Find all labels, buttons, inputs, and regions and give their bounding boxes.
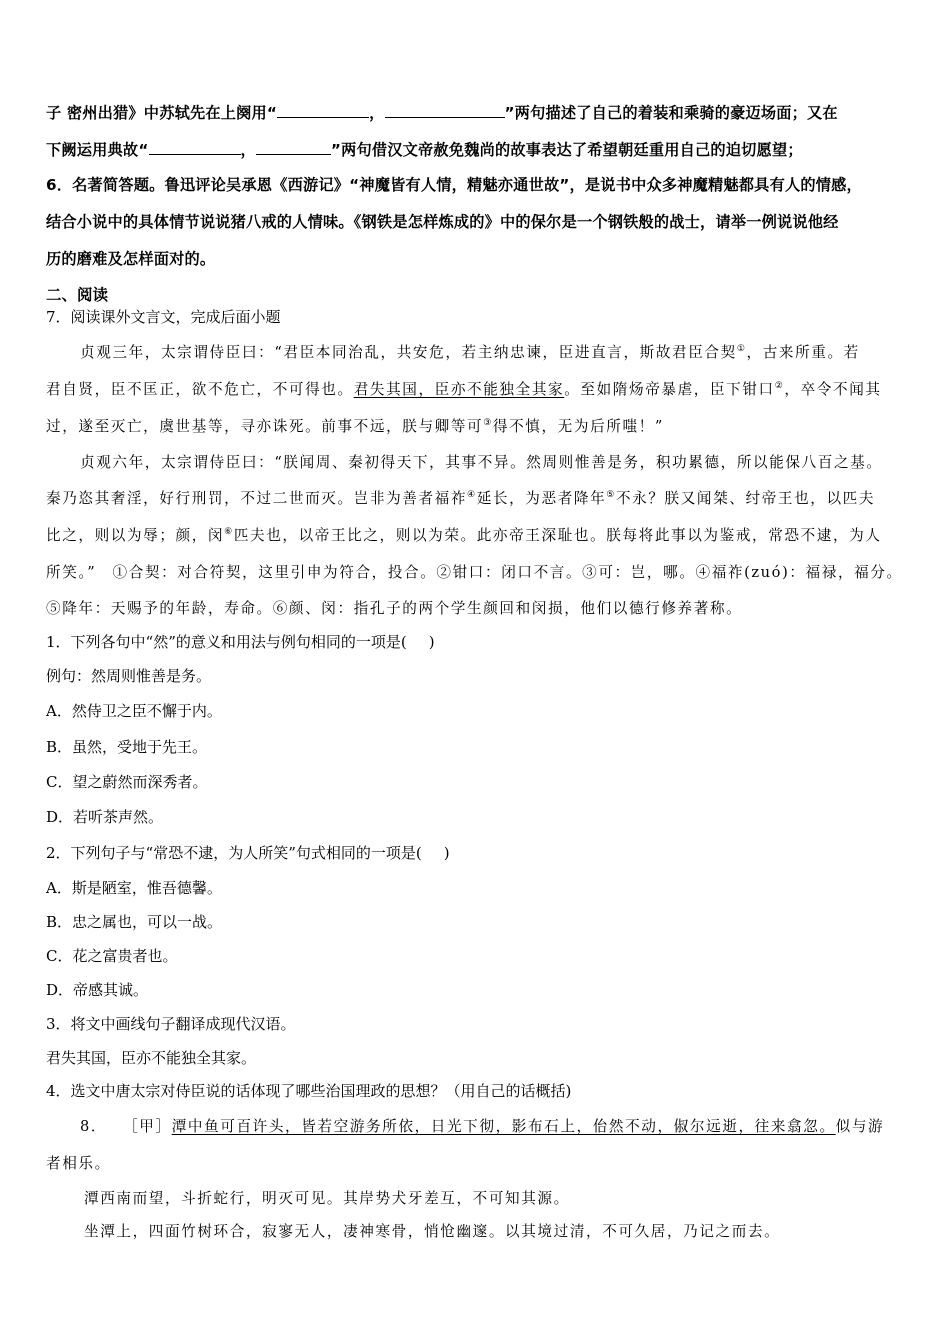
- sub2-option-a[interactable]: A．斯是陋室，惟吾德馨。: [46, 879, 222, 897]
- answer-blank-2[interactable]: [385, 103, 505, 118]
- q8-line-2: 者相乐。: [46, 1155, 111, 1172]
- sub2-option-b[interactable]: B．忠之属也，可以一战。: [46, 913, 223, 931]
- notes-line-2: ⑤降年：天赐予的年龄，寿命。⑥颜、闵：指孔子的两个学生颜回和闵损，他们以德行修养著称。: [46, 600, 743, 617]
- sub2-question: 2．下列句子与“常恐不逮，为人所笑”句式相同的一项是( ): [46, 844, 450, 862]
- footnote-ref-5: ⑤: [606, 490, 616, 500]
- q8-number: 8．: [80, 1118, 108, 1135]
- sub1-option-c[interactable]: C．望之蔚然而深秀者。: [46, 773, 208, 791]
- passage-p2-line-3: 比之，则以为辱；颜，闵⑥匹夫也，以帝王比之，则以为荣。此亦帝王深耻也。朕每将此事以为鉴戒，常恐不逮，为人: [46, 527, 882, 544]
- sub1-question: 1．下列各句中“然”的意义和用法与例句相同的一项是( ): [46, 633, 435, 651]
- answer-blank-1[interactable]: [277, 103, 369, 118]
- answer-blank-4[interactable]: [256, 140, 331, 155]
- q8-tag: ［甲］: [123, 1118, 172, 1135]
- footnote-ref-1: ①: [736, 344, 747, 354]
- q8-line-4: 坐潭上，四面竹树环合，寂寥无人，凄神寒骨，悄怆幽邃。以其境过清，不可久居，乃记之而去。: [84, 1223, 781, 1240]
- sub3-question: 3．将文中画线句子翻译成现代汉语。: [46, 1015, 296, 1033]
- q8-line-1: 8． ［甲］潭中鱼可百许头，皆若空游务所依，日光下彻，影布石上，佁然不动，俶尔远逝，往来翕忽。似与游: [80, 1118, 885, 1135]
- passage-p1-line-2: 君自贤，臣不匡正，欲不危亡，不可得也。君失其国，臣亦不能独全其家。至如隋炀帝暴虐，臣下钳口②，卒令不闻其: [46, 381, 882, 398]
- footnote-ref-2: ②: [774, 381, 785, 391]
- q6-line-3: 历的磨难及怎样面对的。: [46, 250, 216, 268]
- passage-p1-line-1: 贞观三年，太宗谓侍臣曰：“君臣本同治乱，共安危，若主纳忠谏，臣进直言，斯故君臣合契①，古来所重。若: [80, 344, 860, 361]
- section-heading-reading: 二、阅读: [46, 286, 109, 304]
- sub3-sentence: 君失其国，臣亦不能独全其家。: [46, 1049, 257, 1067]
- q5-line-1: 子 密州出猎》中苏轼先在上阕用“ ， ”两句描述了自己的着装和乘骑的豪迈场面；又在: [46, 104, 838, 122]
- q6-line-2: 结合小说中的具体情节说说猪八戒的人情味。《钢铁是怎样炼成的》中的保尔是一个钢铁般的战士，请举一例说说他经: [46, 213, 839, 231]
- sub1-example: 例句：然周则惟善是务。: [46, 667, 212, 685]
- sub2-option-d[interactable]: D．帝感其诚。: [46, 981, 149, 999]
- underlined-sentence: 君失其国，臣亦不能独全其家: [353, 381, 565, 398]
- q5-line-2: 下阙运用典故“ ， ”两句借汉文帝赦免魏尚的故事表达了希望朝廷重用自己的迫切愿望；: [46, 141, 803, 159]
- sub2-option-c[interactable]: C．花之富贵者也。: [46, 947, 178, 965]
- footnote-ref-3: ③: [483, 418, 493, 428]
- q7-prompt: 7．阅读课外文言文，完成后面小题: [46, 308, 281, 326]
- passage-p2-line-4-notes: 所笑。” ①合契：对合符契，这里引申为符合，投合。②钳口：闭口不言。③可：岂，哪。④福祚(zuó)：福禄，福分。: [46, 564, 903, 581]
- q6-line-1: 6．名著简答题。鲁迅评论吴承恩《西游记》“神魔皆有人情，精魅亦通世故”，是说书中众多神魔精魅都具有人的情感，: [46, 176, 862, 194]
- sub1-option-d[interactable]: D．若听茶声然。: [46, 808, 164, 826]
- sub4-question: 4．选文中唐太宗对侍臣说的话体现了哪些治国理政的思想？（用自己的话概括): [46, 1082, 572, 1100]
- sub1-option-a[interactable]: A．然侍卫之臣不懈于内。: [46, 702, 222, 720]
- sub1-option-b[interactable]: B．虽然，受地于先王。: [46, 738, 208, 756]
- q8-underlined-text: 潭中鱼可百许头，皆若空游务所依，日光下彻，影布石上，佁然不动，俶尔远逝，往来翕忽。: [171, 1118, 836, 1135]
- answer-blank-3[interactable]: [149, 140, 241, 155]
- passage-p2-line-1: 贞观六年，太宗谓侍臣曰：“朕闻周、秦初得天下，其事不异。然周则惟善是务，积功累德，所以能保八百之基。: [80, 454, 883, 471]
- passage-p1-line-3: 过，遂至灭亡，虞世基等，寻亦诛死。前事不远，朕与卿等可③得不慎，无为后所嗤！”: [46, 418, 664, 435]
- footnote-ref-4: ④: [467, 490, 477, 500]
- passage-p2-line-2: 秦乃恣其奢淫，好行刑罚，不过二世而灭。岂非为善者福祚④延长，为恶者降年⑤不永？朕又闻桀、纣帝王也，以匹夫: [46, 490, 876, 507]
- q8-line-3: 潭西南而望，斗折蛇行，明灭可见。其岸势犬牙差互，不可知其源。: [84, 1190, 570, 1207]
- footnote-ref-6: ⑥: [224, 527, 234, 537]
